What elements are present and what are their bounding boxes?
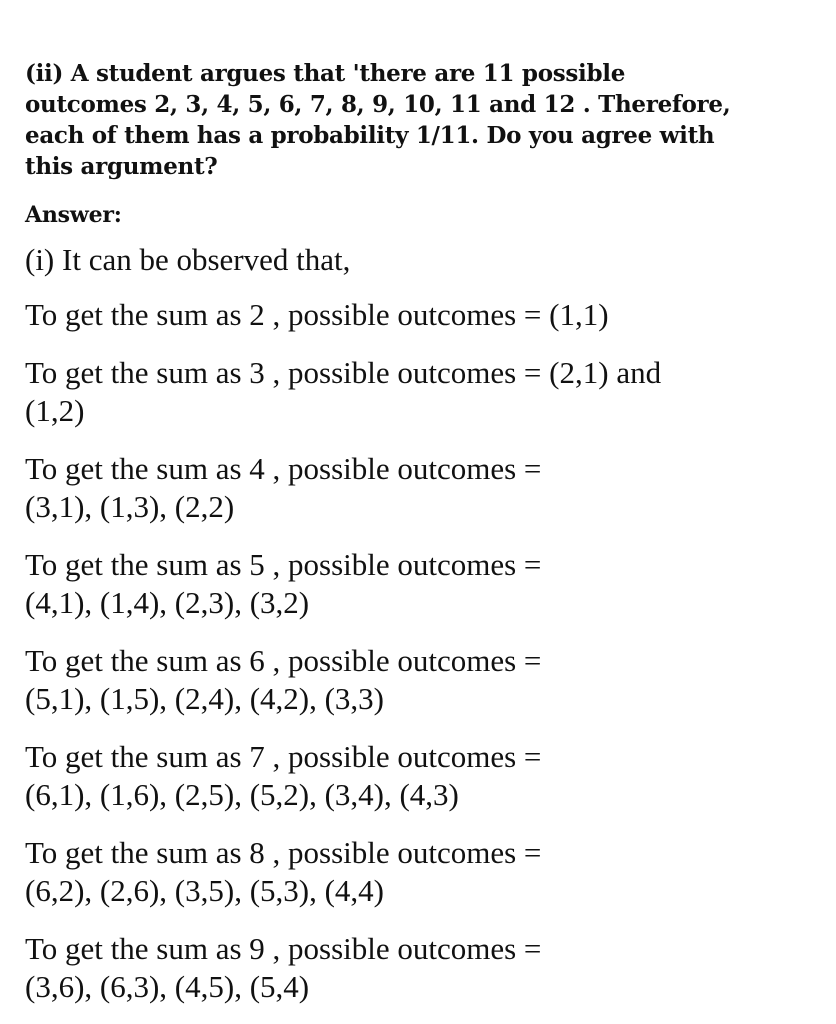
case-outcomes: (6,1), (1,6), (2,5), (5,2), (3,4), (4,3) (25, 777, 459, 812)
question-line-2: outcomes 2, 3, 4, 5, 6, 7, 8, 9, 10, 11 and 12 . Therefore, (25, 91, 731, 118)
case-outcomes: (5,1), (1,5), (2,4), (4,2), (3,3) (25, 681, 384, 716)
case-line: To get the sum as 8 , possible outcomes = (25, 835, 542, 870)
sum-case-9 (25, 930, 815, 1006)
case-line: To get the sum as 3 , possible outcomes = (2,1) and (25, 355, 662, 390)
sum-case-5 (25, 546, 815, 622)
sum-case-6 (25, 642, 815, 718)
case-outcomes: (4,1), (1,4), (2,3), (3,2) (25, 585, 310, 620)
question-line-1: (ii) A student argues that 'there are 11 possible (25, 60, 626, 87)
case-line: To get the sum as 6 , possible outcomes = (25, 643, 542, 678)
case-line: To get the sum as 2 , possible outcomes = (1,1) (25, 297, 609, 332)
case-outcomes: (6,2), (2,6), (3,5), (5,3), (4,4) (25, 873, 384, 908)
sum-case-4 (25, 450, 815, 526)
question-text (25, 58, 815, 182)
case-line: To get the sum as 7 , possible outcomes = (25, 739, 542, 774)
case-outcomes: (1,2) (25, 393, 85, 428)
sum-case-8 (25, 834, 815, 910)
document-page (25, 58, 815, 1006)
case-outcomes: (3,1), (1,3), (2,2) (25, 489, 235, 524)
question-line-4: this argument? (25, 153, 218, 180)
case-line: To get the sum as 9 , possible outcomes = (25, 931, 542, 966)
sum-case-3 (25, 354, 815, 430)
case-line: To get the sum as 5 , possible outcomes = (25, 547, 542, 582)
observation-text: (i) It can be observed that, (25, 242, 351, 277)
case-line: To get the sum as 4 , possible outcomes = (25, 451, 542, 486)
answer-heading: Answer: (25, 202, 122, 228)
question-line-3: each of them has a probability 1/11. Do you agree with (25, 122, 715, 149)
sum-case-2 (25, 296, 815, 334)
case-outcomes: (3,6), (6,3), (4,5), (5,4) (25, 969, 310, 1004)
sum-case-7 (25, 738, 815, 814)
